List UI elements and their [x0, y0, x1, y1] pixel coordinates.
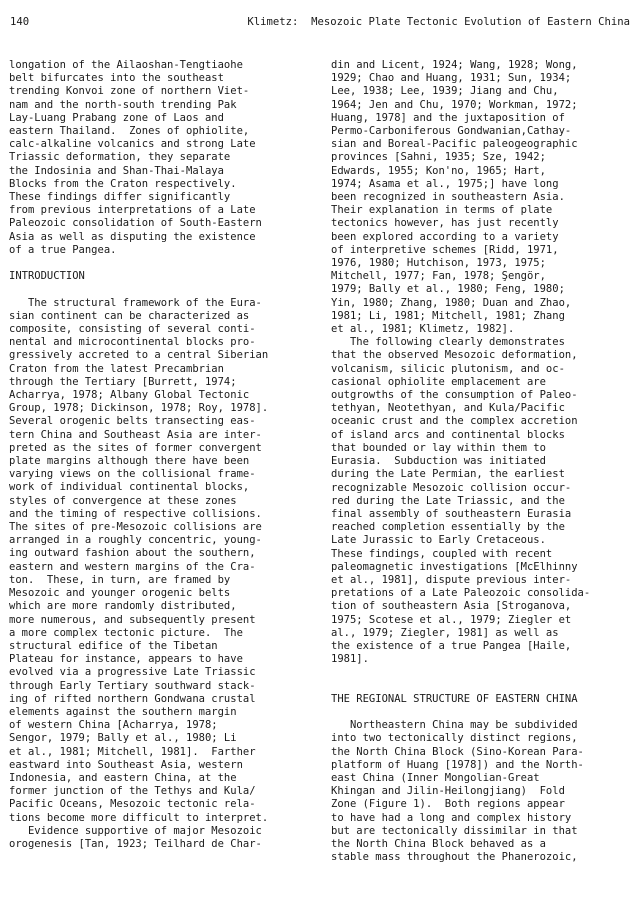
text-line: structural edifice of the Tibetan — [9, 639, 218, 652]
abstract-paragraph — [9, 59, 321, 257]
text-line: work of individual continental blocks, — [9, 481, 250, 494]
text-line: et al., 1981; Mitchell, 1981]. Farther — [9, 745, 256, 758]
text-line: been recognized in southeastern Asia. — [331, 191, 565, 204]
text-line: Khingan and Jilin-Heilongjiang) Fold — [331, 785, 565, 798]
text-line: Evidence supportive of major Mesozoic — [9, 824, 262, 837]
text-line: paleomagnetic investigations [McElhinny — [331, 560, 578, 573]
text-line: 1964; Jen and Chu, 1970; Workman, 1972; — [331, 98, 578, 111]
text-line: Northeastern China may be subdivided — [331, 719, 578, 732]
text-line: longation of the Ailaoshan-Tengtiaohe — [9, 59, 243, 71]
regional-structure-body — [331, 719, 636, 864]
text-line: Several orogenic belts transecting eas- — [9, 415, 256, 428]
text-line: These findings, coupled with recent — [331, 547, 553, 560]
text-line: These findings differ significantly — [9, 191, 231, 204]
text-line: tectonics however, has just recently — [331, 217, 559, 230]
text-line: which are more randomly distributed, — [9, 600, 237, 613]
introduction-body — [9, 297, 321, 852]
text-line: the Indosinia and Shan-Thai-Malaya — [9, 164, 224, 177]
text-line: a more complex tectonic picture. The — [9, 626, 243, 639]
text-line: volcanism, silicic plutonism, and oc- — [331, 362, 565, 375]
text-line: platform of Huang [1978]) and the North- — [331, 758, 584, 771]
text-line: final assembly of southeastern Eurasia — [331, 507, 572, 520]
text-line: evolved via a progressive Late Triassic — [9, 666, 256, 679]
text-line: ing outward fashion about the southern, — [9, 547, 256, 560]
text-line: 1981]. — [331, 653, 369, 666]
text-line: Group, 1978; Dickinson, 1978; Roy, 1978]. — [9, 402, 269, 415]
text-line: tions become more difficult to interpret. — [9, 811, 269, 824]
text-line: the North China Block behaved as a — [331, 837, 546, 850]
text-line: pretations of a Late Paleozoic consolida- — [331, 587, 591, 600]
text-line: et al., 1981; Klimetz, 1982]. — [331, 323, 515, 336]
text-line: preted as the sites of former convergent — [9, 441, 262, 454]
text-line: arranged in a roughly concentric, young- — [9, 534, 262, 547]
text-line: 1981; Li, 1981; Mitchell, 1981; Zhang — [331, 309, 565, 322]
text-line: The following clearly demonstrates — [331, 336, 565, 349]
text-line: more numerous, and subsequently present — [9, 613, 256, 626]
text-line: of western China [Acharrya, 1978; — [9, 719, 218, 732]
text-line: Craton from the latest Precambrian — [9, 362, 224, 375]
text-line: eastern Thailand. Zones of ophiolite, — [9, 125, 250, 138]
page-number: 140 — [10, 16, 30, 28]
text-line: outgrowths of the consumption of Paleo- — [331, 389, 578, 402]
text-line: nental and microcontinental blocks pro- — [9, 336, 256, 349]
text-line: 1976, 1980; Hutchison, 1973, 1975; — [331, 257, 546, 270]
text-line: tethyan, Neotethyan, and Kula/Pacific — [331, 402, 565, 415]
text-line: former junction of the Tethys and Kula/ — [9, 785, 256, 798]
text-line: through the Tertiary [Burrett, 1974; — [9, 375, 237, 388]
introduction-heading: INTRODUCTION — [9, 270, 85, 283]
text-line: been explored according to a variety — [331, 230, 559, 243]
text-line: et al., 1981], dispute previous inter- — [331, 573, 572, 586]
text-line: Sengor, 1979; Bally et al., 1980; Li — [9, 732, 237, 745]
text-line: tion of southeastern Asia [Stroganova, — [331, 600, 572, 613]
text-line: Asia as well as disputing the existence — [9, 230, 256, 243]
text-line: into two tectonically distinct regions, — [331, 732, 578, 745]
text-line: composite, consisting of several conti- — [9, 323, 256, 336]
text-line: belt bifurcates into the southeast — [9, 72, 224, 85]
left-column — [9, 59, 321, 851]
text-line: but are tectonically dissimilar in that — [331, 824, 578, 837]
text-line: from previous interpretations of a Late — [9, 204, 256, 217]
text-line: through Early Tertiary southward stack- — [9, 679, 256, 692]
text-line: trending Konvoi zone of northern Viet- — [9, 85, 250, 98]
text-line: 1929; Chao and Huang, 1931; Sun, 1934; — [331, 72, 572, 85]
text-line: Lee, 1938; Lee, 1939; Jiang and Chu, — [331, 85, 559, 98]
text-line: 1979; Bally et al., 1980; Feng, 1980; — [331, 283, 565, 296]
text-line: the existence of a true Pangea [Haile, — [331, 639, 572, 652]
text-line: Yin, 1980; Zhang, 1980; Duan and Zhao, — [331, 296, 572, 309]
text-line: Eurasia. Subduction was initiated — [331, 455, 546, 468]
right-column — [331, 59, 636, 864]
text-line: calc-alkaline volcanics and strong Late — [9, 138, 256, 151]
text-line: and the timing of respective collisions. — [9, 507, 262, 520]
text-line: 1974; Asama et al., 1975;] have long — [331, 177, 559, 190]
text-line: Edwards, 1955; Kon'no, 1965; Hart, — [331, 164, 546, 177]
text-line: orogenesis [Tan, 1923; Teilhard de Char- — [9, 837, 262, 850]
text-line: casional ophiolite emplacement are — [331, 375, 546, 388]
text-line: Plateau for instance, appears to have — [9, 653, 243, 666]
text-line: during the Late Permian, the earliest — [331, 468, 565, 481]
text-line: oceanic crust and the complex accretion — [331, 415, 578, 428]
text-line: that the observed Mesozoic deformation, — [331, 349, 578, 362]
text-line: of island arcs and continental blocks — [331, 428, 565, 441]
text-line: reached completion essentially by the — [331, 521, 565, 534]
text-line: that bounded or lay within them to — [331, 441, 546, 454]
text-line: Mitchell, 1977; Fan, 1978; Şengör, — [331, 270, 546, 283]
text-line: Triassic deformation, they separate — [9, 151, 231, 164]
text-line: din and Licent, 1924; Wang, 1928; Wong, — [331, 59, 578, 71]
text-line: The structural framework of the Eura- — [9, 296, 262, 309]
running-title: Klimetz: Mesozoic Plate Tectonic Evolution of Eastern China — [247, 16, 630, 28]
text-line: of interpretive schemes [Ridd, 1971, — [331, 243, 559, 256]
text-line: Zone (Figure 1). Both regions appear — [331, 798, 565, 811]
text-line: the North China Block (Sino-Korean Para- — [331, 745, 584, 758]
text-line: Huang, 1978] and the juxtaposition of — [331, 111, 565, 124]
text-line: al., 1979; Ziegler, 1981] as well as — [331, 626, 559, 639]
text-line: eastward into Southeast Asia, western — [9, 758, 243, 771]
text-line: styles of convergence at these zones — [9, 494, 237, 507]
text-line: recognizable Mesozoic collision occur- — [331, 481, 572, 494]
text-line: plate margins although there have been — [9, 455, 250, 468]
text-line: Indonesia, and eastern China, at the — [9, 771, 237, 784]
text-line: provinces [Sahni, 1935; Sze, 1942; — [331, 151, 546, 164]
text-line: Acharrya, 1978; Albany Global Tectonic — [9, 389, 250, 402]
text-line: of a true Pangea. — [9, 243, 117, 256]
text-line: 1975; Scotese et al., 1979; Ziegler et — [331, 613, 572, 626]
continued-body — [331, 59, 636, 666]
text-line: varying views on the collisional frame- — [9, 468, 256, 481]
text-line: ing of rifted northern Gondwana crustal — [9, 692, 256, 705]
text-line: ton. These, in turn, are framed by — [9, 573, 231, 586]
text-line: The sites of pre-Mesozoic collisions are — [9, 521, 262, 534]
text-line: east China (Inner Mongolian-Great — [331, 771, 540, 784]
text-line: Lay-Luang Prabang zone of Laos and — [9, 111, 224, 124]
text-line: stable mass throughout the Phanerozoic, — [331, 851, 578, 864]
text-line: Paleozoic consolidation of South-Eastern — [9, 217, 262, 230]
text-line: gressively accreted to a central Siberian — [9, 349, 269, 362]
text-line: tern China and Southeast Asia are inter- — [9, 428, 262, 441]
text-line: Mesozoic and younger orogenic belts — [9, 587, 231, 600]
text-line: elements against the southern margin — [9, 705, 237, 718]
text-line: sian and Boreal-Pacific paleogeographic — [331, 138, 578, 151]
regional-structure-heading: THE REGIONAL STRUCTURE OF EASTERN CHINA — [331, 692, 578, 705]
running-header — [10, 14, 630, 30]
text-line: Permo-Carboniferous Gondwanian,Cathay- — [331, 125, 572, 138]
text-line: Blocks from the Craton respectively. — [9, 177, 237, 190]
text-line: Pacific Oceans, Mesozoic tectonic rela- — [9, 798, 256, 811]
text-line: sian continent can be characterized as — [9, 309, 250, 322]
text-line: red during the Late Triassic, and the — [331, 494, 565, 507]
text-line: eastern and western margins of the Cra- — [9, 560, 256, 573]
text-line: nam and the north-south trending Pak — [9, 98, 237, 111]
text-line: Their explanation in terms of plate — [331, 204, 553, 217]
text-line: to have had a long and complex history — [331, 811, 572, 824]
text-line: Late Jurassic to Early Cretaceous. — [331, 534, 546, 547]
